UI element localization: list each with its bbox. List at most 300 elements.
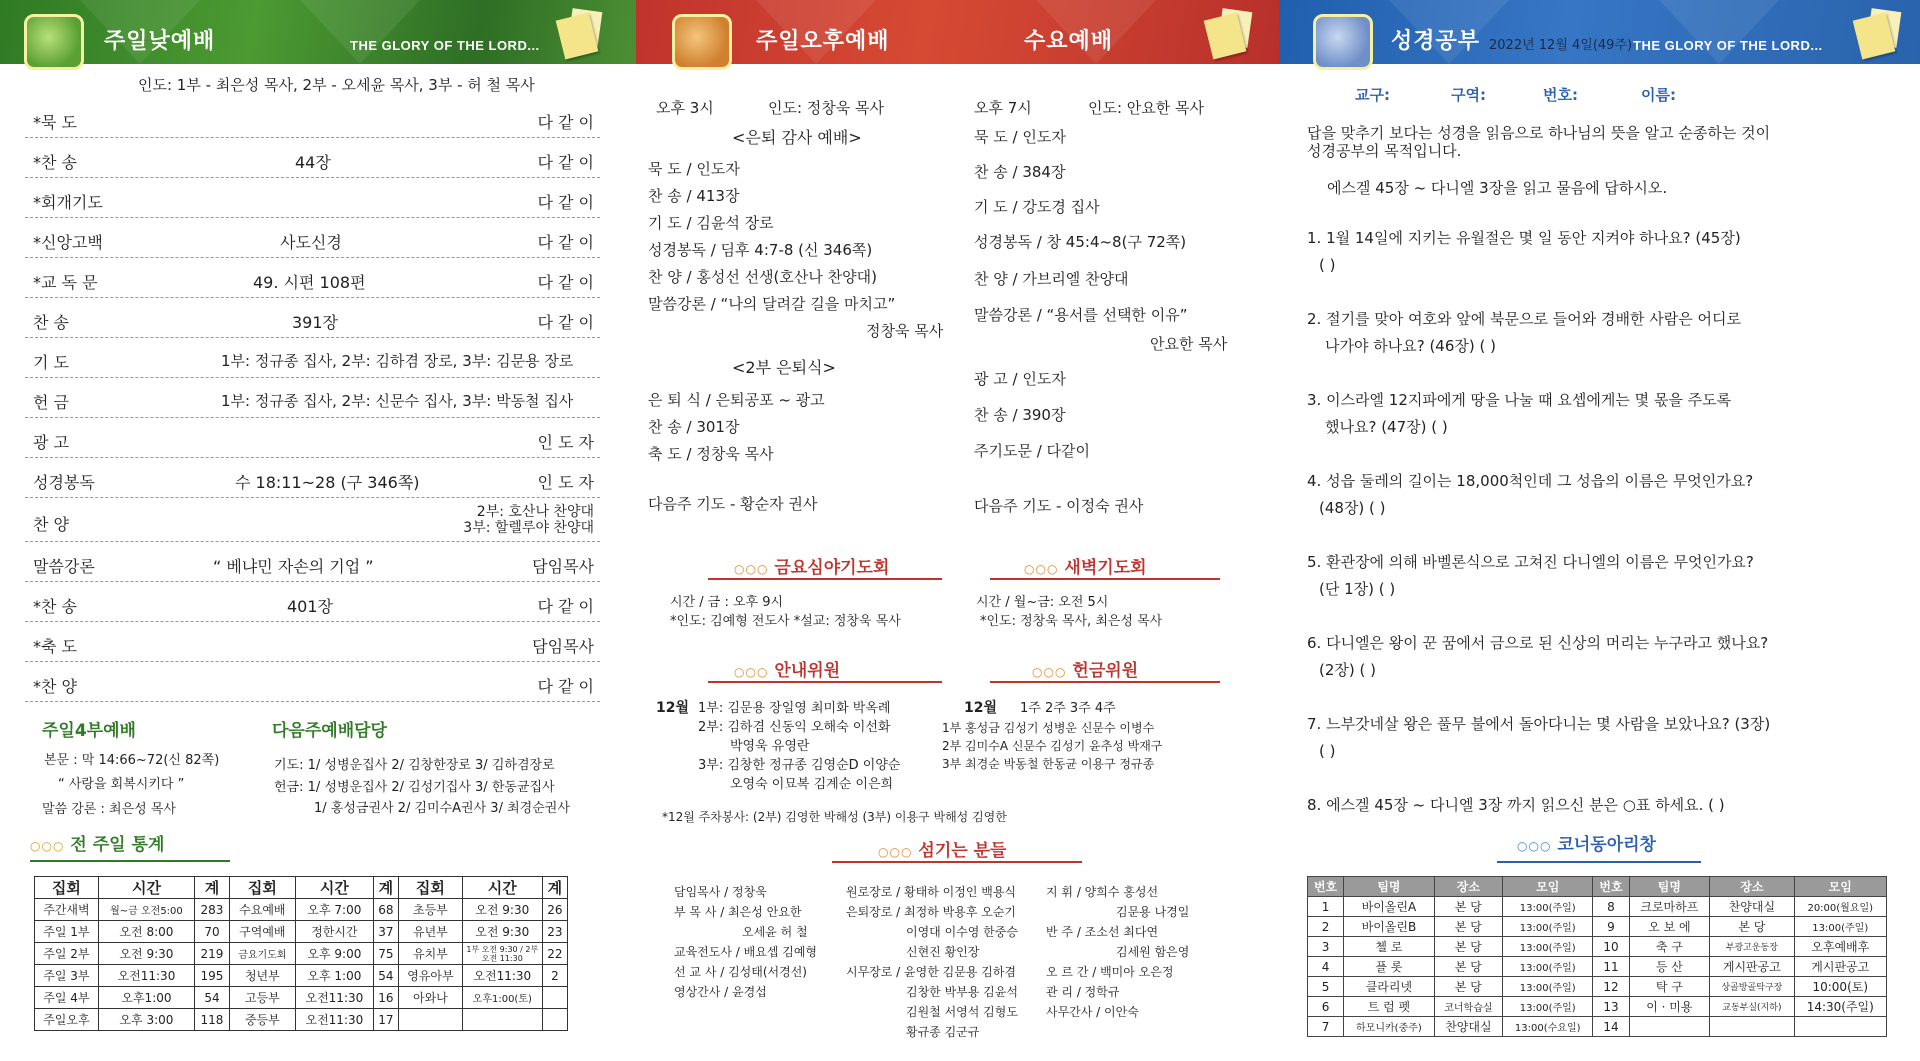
stats-table: [34, 876, 568, 1031]
order-by: 다 같 이: [537, 273, 594, 292]
order-by: 다 같 이: [537, 677, 594, 696]
corner-header: 장소: [1434, 877, 1502, 897]
stats-cell: 오전 9:30: [462, 921, 542, 943]
bible-title: 성경공부: [1391, 29, 1481, 54]
question: 5. 환관장에 의해 바벨론식으로 고쳐진 다니엘의 이름은 무엇인가요?: [1307, 553, 1754, 571]
wednesday-next-prayer: 다음주 기도 - 이정숙 권사: [974, 497, 1144, 515]
corner-cell: 첼 로: [1344, 937, 1435, 957]
stats-cell: 주일 4부: [35, 987, 99, 1009]
friday-underline: [708, 578, 942, 580]
ushers-line: 박영욱 유영란: [730, 739, 810, 754]
corner-cell: 2: [1308, 917, 1344, 937]
corner-cell: 13:00(주일): [1503, 937, 1593, 957]
stats-cell: 오전11:30: [98, 965, 194, 987]
order-item: 헌 금: [33, 393, 69, 412]
stats-header: 집회: [229, 877, 295, 899]
order-content: 401장: [287, 597, 333, 616]
corner-cell: 14: [1593, 1017, 1629, 1037]
afternoon-item: 은 퇴 식 / 은퇴공포 ~ 광고: [648, 391, 825, 409]
order-by: 다 같 이: [537, 193, 594, 212]
stats-cell: 70: [195, 921, 230, 943]
afternoon-item: 묵 도 / 인도자: [648, 160, 740, 178]
order-row: [25, 338, 600, 378]
dots-icon: ○○○: [1024, 562, 1059, 576]
servers-line: 은퇴장로 / 최정하 박용후 오순기: [846, 905, 1016, 919]
ushers-month: 12월: [656, 700, 690, 716]
order-by: 담임목사: [532, 557, 594, 576]
order-by: 다 같 이: [537, 153, 594, 172]
corner-cell: 오 보 에: [1629, 917, 1710, 937]
header-decoration: [300, 0, 420, 64]
dots-icon: ○○○: [878, 845, 913, 859]
corner-cell: 1: [1308, 897, 1344, 917]
corner-cell: 10:00(토): [1794, 977, 1886, 997]
corner-header: 번호: [1593, 877, 1629, 897]
question: 2. 절기를 맞아 여호와 앞에 북문으로 들어와 경배한 사람은 어디로: [1307, 310, 1741, 328]
stats-cell: 오전 9:30: [98, 943, 194, 965]
stats-cell: 중등부: [229, 1009, 295, 1031]
order-row: [25, 582, 600, 622]
corner-cell: 13:00(주일): [1503, 917, 1593, 937]
dawn-leader: *인도: 정창욱 목사, 최은성 목사: [980, 614, 1163, 629]
wednesday-item: 광 고 / 인도자: [974, 370, 1066, 388]
order-item: *축 도: [33, 637, 77, 656]
servers-line: 담임목사 / 정창욱: [674, 885, 767, 899]
corner-header: 장소: [1710, 877, 1794, 897]
bible-instruction: 에스겔 45장 ~ 다니엘 3장을 읽고 물음에 답하시오.: [1327, 179, 1668, 197]
order-by: 다 같 이: [537, 597, 594, 616]
stats-cell: 초등부: [399, 899, 463, 921]
wednesday-item: 묵 도 / 인도자: [974, 128, 1066, 146]
corner-cell: 상골방골탁구장: [1710, 977, 1794, 997]
bible-header: [1279, 0, 1920, 64]
bible-subtitle: THE GLORY OF THE LORD...: [1633, 38, 1823, 53]
corner-club-table: [1307, 876, 1887, 1037]
offering-underline: [990, 681, 1220, 683]
bible-date: 2022년 12월 4일(49주): [1489, 38, 1633, 53]
sunday-title: 주일낮예배: [104, 29, 216, 54]
question: 3. 이스라엘 12지파에게 땅을 나눌 때 요셉에게는 몇 몫을 주도록: [1307, 391, 1732, 409]
answer-blank[interactable]: (48장) ( ): [1319, 499, 1386, 517]
corner-cell: 13:00(주일): [1503, 957, 1593, 977]
corner-cell: 축 구: [1629, 937, 1710, 957]
offering-line: 1부 홍성금 김성기 성병운 신문수 이병수: [942, 721, 1155, 735]
order-item: *찬 송: [33, 153, 77, 172]
servers-line: 김원철 서영석 김형도: [906, 1005, 1018, 1019]
table-row: [35, 921, 568, 943]
servers-line: 오세윤 허 철: [742, 925, 808, 939]
sunday-subtitle: THE GLORY OF THE LORD...: [350, 38, 540, 53]
stats-cell: 54: [373, 965, 398, 987]
stats-cell: 37: [373, 921, 398, 943]
servers-line: 시무장로 / 윤영한 김문용 김하겸: [846, 965, 1016, 979]
servers-line: 지 휘 / 양희수 홍성선: [1046, 885, 1159, 899]
corner-cell: 게시판공고: [1710, 957, 1794, 977]
corner-cell: 본 당: [1434, 937, 1502, 957]
table-row: [35, 987, 568, 1009]
order-content: 사도신경: [280, 233, 342, 252]
order-row: [25, 498, 600, 542]
stats-cell: 22: [542, 943, 567, 965]
order-item: 광 고: [33, 433, 69, 452]
afternoon-item: 말씀강론 / “나의 달려갈 길을 마치고”: [648, 295, 896, 313]
order-row: [25, 178, 600, 218]
corner-cell: 3: [1308, 937, 1344, 957]
fourth-service-text: 본문 : 막 14:66~72(신 82쪽): [44, 753, 220, 768]
question: 1. 1월 14일에 지키는 유월절은 몇 일 동안 지켜야 하나요? (45장): [1307, 229, 1741, 247]
stats-cell: 주간새벽: [35, 899, 99, 921]
field-name: 이름:: [1641, 86, 1676, 104]
order-row: [25, 458, 600, 498]
afternoon-item: 찬 송 / 413장: [648, 187, 740, 205]
stats-cell: 영유아부: [399, 965, 463, 987]
corner-cell: 13: [1593, 997, 1629, 1017]
wednesday-item: 말씀강론 / “용서를 선택한 이유”: [974, 306, 1188, 324]
corner-title-text: 코너동아리창: [1557, 835, 1656, 855]
dawn-underline: [990, 578, 1220, 580]
corner-cell: 본 당: [1434, 897, 1502, 917]
corner-cell: 13:00(주일): [1794, 917, 1886, 937]
afternoon-next-prayer: 다음주 기도 - 황순자 권사: [648, 495, 818, 513]
corner-cell: 탁 구: [1629, 977, 1710, 997]
ushers-underline: [708, 681, 942, 683]
table-row: [1308, 1017, 1887, 1037]
afternoon-item: 찬 송 / 301장: [648, 418, 740, 436]
afternoon-header: [636, 0, 1279, 64]
dots-icon: ○○○: [1517, 839, 1552, 853]
stats-cell: [542, 1009, 567, 1031]
order-item: *신앙고백: [33, 233, 103, 252]
stats-cell: 유년부: [399, 921, 463, 943]
corner-cell: 10: [1593, 937, 1629, 957]
stats-cell: 68: [373, 899, 398, 921]
sunday-service-panel: [0, 0, 636, 1061]
dawn-time: 시간 / 월~금: 오전 5시: [976, 595, 1109, 610]
order-item: *회개기도: [33, 193, 103, 212]
corner-cell: [1629, 1017, 1710, 1037]
order-item: 찬 송: [33, 313, 69, 332]
answer-blank[interactable]: (단 1장) ( ): [1319, 580, 1396, 598]
stats-cell: 오후1:00: [98, 987, 194, 1009]
offering-line: 3부 최경순 박동철 한동균 이용구 정규종: [942, 757, 1155, 771]
stats-header: 시간: [98, 877, 194, 899]
order-by: 담임목사: [532, 637, 594, 656]
order-by: 3부: 할렐루야 찬양대: [463, 520, 594, 536]
stats-cell: 219: [195, 943, 230, 965]
afternoon-preacher: 정창욱 목사: [866, 322, 944, 340]
order-item: *찬 송: [33, 597, 77, 616]
order-content: 1부: 정규종 집사, 2부: 김하겸 장로, 3부: 김문용 장로: [221, 352, 574, 370]
order-row: [25, 298, 600, 338]
afternoon-time: 오후 3시: [656, 99, 714, 117]
stats-cell: 오후1:00(토): [462, 987, 542, 1009]
corner-cell: 게시판공고: [1794, 957, 1886, 977]
stats-cell: 구역예배: [229, 921, 295, 943]
order-row: [25, 542, 600, 582]
next-week-title: 다음주예배담당: [272, 721, 387, 741]
corner-cell: 등 산: [1629, 957, 1710, 977]
corner-cell: 클라리넷: [1344, 977, 1435, 997]
ushers-line: 오영숙 이묘복 김계순 이은희: [730, 777, 894, 792]
corner-cell: 9: [1593, 917, 1629, 937]
next-week-prayer: 기도: 1/ 성병운집사 2/ 김창한장로 3/ 김하겸장로: [274, 758, 555, 773]
stats-cell: 고등부: [229, 987, 295, 1009]
corner-cell: 12: [1593, 977, 1629, 997]
ushers-line: 1부: 김문용 장일영 최미화 박옥례: [698, 701, 891, 716]
corner-cell: 8: [1593, 897, 1629, 917]
afternoon-item: 축 도 / 정창욱 목사: [648, 445, 774, 463]
corner-cell: 플 롯: [1344, 957, 1435, 977]
corner-club-title: [1517, 836, 1656, 855]
dawn-title-text: 새벽기도회: [1064, 558, 1147, 578]
flower-logo-icon: [672, 14, 732, 70]
afternoon-item: 찬 양 / 홍성선 선생(호산나 찬양대): [648, 268, 877, 286]
corner-header-row: [1308, 877, 1887, 897]
ushers-title-text: 안내위원: [774, 661, 841, 681]
order-row: [25, 378, 600, 418]
corner-cell: [1710, 1017, 1794, 1037]
afternoon-title: 주일오후예배: [756, 29, 890, 54]
stats-cell: 75: [373, 943, 398, 965]
servers-line: 반 주 / 조소선 최다연: [1046, 925, 1159, 939]
order-row: [25, 98, 600, 138]
answer-blank[interactable]: 나가야 하나요? (46장) ( ): [1325, 337, 1496, 355]
next-week-offering2: 1/ 홍성금권사 2/ 김미수A권사 3/ 최경순권사: [314, 801, 570, 816]
corner-cell: 바이올린A: [1344, 897, 1435, 917]
answer-blank[interactable]: 했나요? (47장) ( ): [1325, 418, 1448, 436]
corner-cell: 7: [1308, 1017, 1344, 1037]
stats-header-row: [35, 877, 568, 899]
stats-title-text: 전 주일 통계: [70, 835, 165, 855]
order-content: “ 베냐민 자손의 기업 ”: [213, 557, 374, 576]
wednesday-leader: 인도: 안요한 목사: [1088, 99, 1205, 117]
servers-line: 이영대 이수영 한중승: [906, 925, 1018, 939]
table-row: [1308, 957, 1887, 977]
servers-underline: [832, 861, 1082, 863]
stats-cell: 26: [542, 899, 567, 921]
order-content: 44장: [295, 153, 331, 172]
servers-line: 오 르 간 / 백미아 오은정: [1046, 965, 1174, 979]
stats-cell: 2: [542, 965, 567, 987]
afternoon-leader: 인도: 정창욱 목사: [768, 99, 885, 117]
corner-cell: 트 럼 펫: [1344, 997, 1435, 1017]
stats-cell: 16: [373, 987, 398, 1009]
hydrangea-logo-icon: [1313, 14, 1373, 70]
wednesday-item: 찬 송 / 384장: [974, 163, 1066, 181]
servers-title: [878, 836, 1006, 861]
order-row: [25, 662, 600, 702]
corner-cell: 교동부실(지하): [1710, 997, 1794, 1017]
stats-header: 계: [195, 877, 230, 899]
corner-cell: 부광고운동장: [1710, 937, 1794, 957]
stats-cell: 청년부: [229, 965, 295, 987]
header-decoration: [1659, 0, 1779, 64]
stats-cell: [462, 1009, 542, 1031]
servers-line: 사무간사 / 이안숙: [1046, 1005, 1139, 1019]
corner-cell: 찬양대실: [1434, 1017, 1502, 1037]
corner-header: 모임: [1794, 877, 1886, 897]
corner-cell: 13:00(수요일): [1503, 1017, 1593, 1037]
order-item: 찬 양: [33, 515, 69, 534]
table-row: [35, 1009, 568, 1031]
servers-line: 김창한 박부용 김윤석: [906, 985, 1018, 999]
order-item: *교 독 문: [33, 273, 98, 292]
servers-line: 김세원 함은영: [1116, 945, 1190, 959]
servers-line: 김문용 나경일: [1116, 905, 1190, 919]
order-content: 수 18:11~28 (구 346쪽): [235, 473, 420, 492]
servers-line: 영상간사 / 윤경섭: [674, 985, 767, 999]
offering-line: 2부 김미수A 신문수 김성기 윤추성 박재구: [942, 739, 1163, 753]
stats-cell: 195: [195, 965, 230, 987]
table-row: [1308, 917, 1887, 937]
stats-cell: 금요기도회: [229, 943, 295, 965]
corner-cell: 이 · 미용: [1629, 997, 1710, 1017]
stats-cell: 오전11:30: [295, 1009, 373, 1031]
stats-cell: 54: [195, 987, 230, 1009]
field-number: 번호:: [1543, 86, 1578, 104]
corner-header: 번호: [1308, 877, 1344, 897]
stats-cell: 오전 8:00: [98, 921, 194, 943]
offering-header: 1주 2주 3주 4주: [1020, 701, 1116, 716]
stats-cell: 오전 9:30: [462, 899, 542, 921]
stats-cell: 오전11:30: [295, 987, 373, 1009]
bible-study-panel: [1279, 0, 1920, 1061]
question: 7. 느부갓네살 왕은 풀무 불에서 돌아다니는 몇 사람을 보았나요? (3장): [1307, 715, 1771, 733]
servers-line: 교육전도사 / 배요셉 김예형: [674, 945, 817, 959]
stats-cell: 정한시간: [295, 921, 373, 943]
stats-cell: 283: [195, 899, 230, 921]
stats-cell: 1부 오전 9:30 / 2부 오전 11:30: [462, 943, 542, 965]
wednesday-item: 성경봉독 / 창 45:4~8(구 72쪽): [974, 233, 1187, 251]
ushers-title: [734, 656, 840, 681]
afternoon-item: 기 도 / 김윤석 장로: [648, 214, 774, 232]
corner-cell: 찬양대실: [1710, 897, 1794, 917]
retirement-ceremony-title: <2부 은퇴식>: [732, 358, 836, 377]
stats-cell: 오전11:30: [462, 965, 542, 987]
order-by: 인 도 자: [537, 433, 594, 452]
corner-header: 팀명: [1629, 877, 1710, 897]
afternoon-wednesday-panel: [636, 0, 1279, 1061]
order-item: 말씀강론: [33, 557, 95, 576]
wednesday-preacher: 안요한 목사: [1150, 335, 1228, 353]
order-by: 다 같 이: [537, 313, 594, 332]
servers-line: 선 교 사 / 김성태(서경선): [674, 965, 807, 979]
parking-volunteers: *12월 주차봉사: (2부) 김영한 박해성 (3부) 이용구 박해성 김영한: [662, 810, 1007, 824]
stats-cell: 주일 3부: [35, 965, 99, 987]
friday-title-text: 금요심야기도회: [774, 558, 890, 578]
corner-cell: 본 당: [1434, 917, 1502, 937]
table-row: [35, 943, 568, 965]
fourth-service-sermon: “ 사랑을 회복시키다 ”: [58, 777, 185, 792]
ushers-line: 3부: 김창한 정규종 김영순D 이양순: [698, 758, 901, 773]
corner-cell: 11: [1593, 957, 1629, 977]
corner-cell: 13:00(주일): [1503, 997, 1593, 1017]
bible-intro: 답을 맞추기 보다는 성경을 읽음으로 하나님의 뜻을 알고 순종하는 것이: [1307, 124, 1771, 142]
table-row: [1308, 937, 1887, 957]
servers-title-text: 섬기는 분들: [918, 841, 1007, 861]
wednesday-item: 찬 송 / 390장: [974, 406, 1066, 424]
bible-intro: 성경공부의 목적입니다.: [1307, 142, 1462, 160]
stats-cell: 17: [373, 1009, 398, 1031]
wednesday-item: 찬 양 / 가브리엘 찬양대: [974, 270, 1129, 288]
table-row: [1308, 897, 1887, 917]
order-content: 391장: [292, 313, 338, 332]
offering-title-text: 헌금위원: [1072, 661, 1139, 681]
servers-line: 원로장로 / 황태하 이정인 백용식: [846, 885, 1016, 899]
answer-blank[interactable]: ( ): [1319, 256, 1336, 274]
corner-cell: 13:00(주일): [1503, 977, 1593, 997]
dawn-prayer-title: [1024, 553, 1147, 578]
corner-header: 팀명: [1344, 877, 1435, 897]
stats-underline: [30, 860, 230, 862]
question: 6. 다니엘은 왕이 꾼 꿈에서 금으로 된 신상의 머리는 누구라고 했나요?: [1307, 634, 1769, 652]
stats-cell: 주일 2부: [35, 943, 99, 965]
order-by: 인 도 자: [537, 473, 594, 492]
stats-header: 시간: [462, 877, 542, 899]
order-by: 2부: 호산나 찬양대: [476, 504, 594, 520]
stats-cell: 아와나: [399, 987, 463, 1009]
stats-cell: 주일 1부: [35, 921, 99, 943]
stats-header: 계: [373, 877, 398, 899]
corner-cell: 본 당: [1434, 977, 1502, 997]
corner-cell: 13:00(주일): [1503, 897, 1593, 917]
corner-cell: 본 당: [1710, 917, 1794, 937]
next-week-offering: 헌금: 1/ 성병운집사 2/ 김성기집사 3/ 한동균집사: [274, 780, 555, 795]
stats-cell: 오후 9:00: [295, 943, 373, 965]
stats-cell: 오후 1:00: [295, 965, 373, 987]
ushers-line: 2부: 김하겸 신동익 오해숙 이선화: [698, 720, 891, 735]
dots-icon: ○○○: [734, 665, 769, 679]
question: 4. 성읍 둘레의 길이는 18,000척인데 그 성읍의 이름은 무엇인가요?: [1307, 472, 1754, 490]
corner-cell: [1794, 1017, 1886, 1037]
wednesday-time: 오후 7시: [974, 99, 1032, 117]
sunday-leaders: 인도: 1부 - 최은성 목사, 2부 - 오세윤 목사, 3부 - 허 철 목사: [138, 76, 535, 94]
wednesday-item: 주기도문 / 다같이: [974, 442, 1091, 460]
order-row: [25, 218, 600, 258]
servers-line: 황규종 김군규: [906, 1025, 980, 1039]
order-item: *찬 양: [33, 677, 77, 696]
stats-header: 집회: [35, 877, 99, 899]
order-row: [25, 622, 600, 662]
sunday-header: [0, 0, 636, 64]
order-item: 기 도: [33, 353, 69, 372]
order-by: 다 같 이: [537, 113, 594, 132]
stats-header: 계: [542, 877, 567, 899]
wednesday-title: 수요예배: [1024, 29, 1114, 54]
corner-cell: 4: [1308, 957, 1344, 977]
stats-cell: 23: [542, 921, 567, 943]
corner-cell: 코너학습실: [1434, 997, 1502, 1017]
answer-blank[interactable]: (2장) ( ): [1319, 661, 1376, 679]
order-item: *묵 도: [33, 113, 77, 132]
table-row: [35, 899, 568, 921]
order-content: 49. 시편 108편: [253, 273, 366, 292]
stats-cell: [399, 1009, 463, 1031]
corner-cell: 오후예배후: [1794, 937, 1886, 957]
corner-header: 모임: [1503, 877, 1593, 897]
field-district: 교구:: [1355, 86, 1390, 104]
table-row: [1308, 977, 1887, 997]
answer-blank[interactable]: ( ): [1319, 742, 1336, 760]
table-row: [35, 965, 568, 987]
order-by: 다 같 이: [537, 233, 594, 252]
stats-cell: 주일오후: [35, 1009, 99, 1031]
servers-line: 부 목 사 / 최은성 안요한: [674, 905, 802, 919]
dots-icon: ○○○: [734, 562, 769, 576]
stats-header: 시간: [295, 877, 373, 899]
field-zone: 구역:: [1451, 86, 1486, 104]
stats-cell: 오후 7:00: [295, 899, 373, 921]
